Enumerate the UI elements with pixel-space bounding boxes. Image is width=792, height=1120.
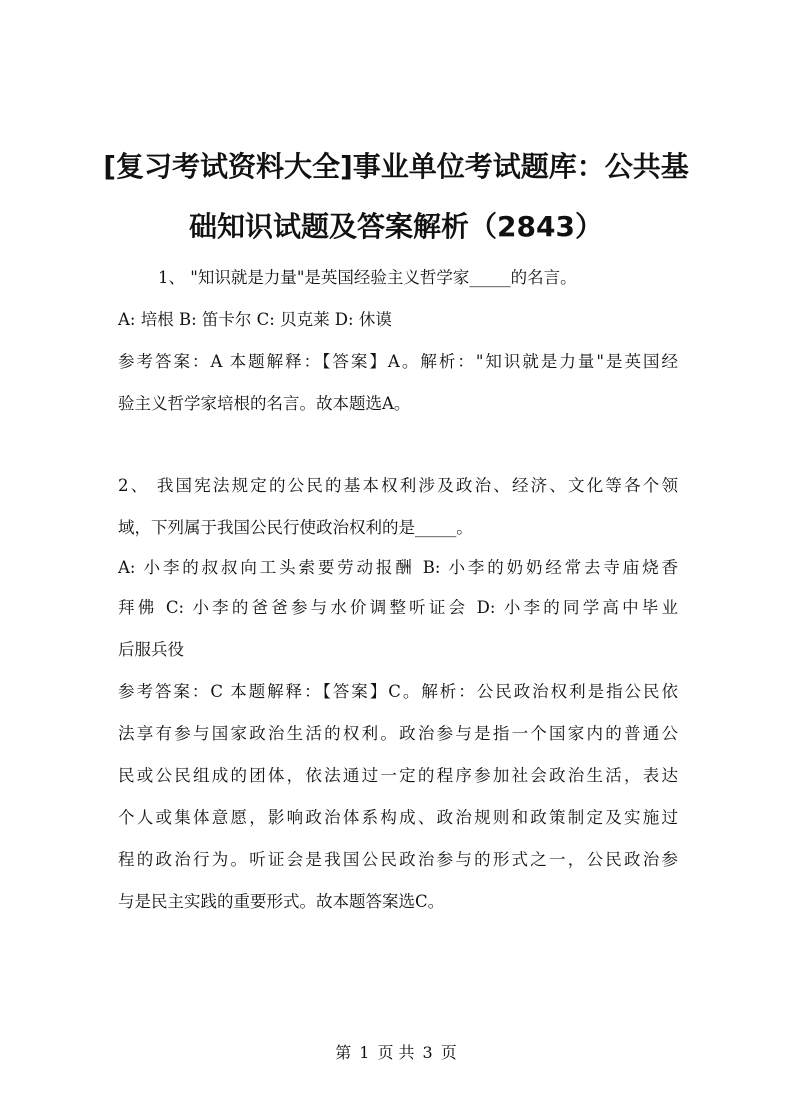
question-1-answer-line-1: 参考答案：A 本题解释：【答案】A。解析："知识就是力量"是英国经 xyxy=(118,352,678,371)
question-1-answer-line-2: 验主义哲学家培根的名言。故本题选A。 xyxy=(118,394,411,413)
question-2-answer-line-5: 程的政治行为。听证会是我国公民政治参与的形式之一，公民政治参 xyxy=(118,850,678,869)
footer-page-number: 1 xyxy=(359,1043,370,1062)
page-footer xyxy=(0,1040,792,1063)
question-2-stem-line-1: 2、 我国宪法规定的公民的基本权利涉及政治、经济、文化等各个领 xyxy=(118,476,678,495)
question-2-stem-line-2: 域，下列属于我国公民行使政治权利的是_____。 xyxy=(118,518,473,537)
document-title-line-2: 础知识试题及答案解析（2843） xyxy=(189,210,603,243)
question-2-answer-line-4: 个人或集体意愿，影响政治体系构成、政治规则和政策制定及实施过 xyxy=(118,808,678,827)
question-2-answer-line-3: 民或公民组成的团体，依法通过一定的程序参加社会政治生活，表达 xyxy=(118,766,678,785)
question-1-stem: 1、 "知识就是力量"是英国经验主义哲学家_____的名言。 xyxy=(158,268,577,287)
question-2-options-line-1: A: 小李的叔叔向工头索要劳动报酬 B: 小李的奶奶经常去寺庙烧香 xyxy=(118,558,678,577)
footer-prefix: 第 xyxy=(335,1043,352,1062)
question-2-options-line-2: 拜佛 C: 小李的爸爸参与水价调整听证会 D: 小李的同学高中毕业 xyxy=(118,598,678,617)
footer-suffix: 页 xyxy=(440,1043,457,1062)
question-2-answer-line-6: 与是民主实践的重要形式。故本题答案选C。 xyxy=(118,892,445,911)
footer-middle: 页 共 xyxy=(377,1043,415,1062)
question-2-answer-line-2: 法享有参与国家政治生活的权利。政治参与是指一个国家内的普通公 xyxy=(118,724,678,743)
question-2-answer-line-1: 参考答案：C 本题解释：【答案】C。解析：公民政治权利是指公民依 xyxy=(118,682,678,701)
question-1-options: A: 培根 B: 笛卡尔 C: 贝克莱 D: 休谟 xyxy=(118,310,392,329)
document-title-line-1: [复习考试资料大全]事业单位考试题库：公共基 xyxy=(103,150,689,183)
question-2-options-line-3: 后服兵役 xyxy=(118,640,184,659)
footer-total-pages: 3 xyxy=(422,1043,433,1062)
